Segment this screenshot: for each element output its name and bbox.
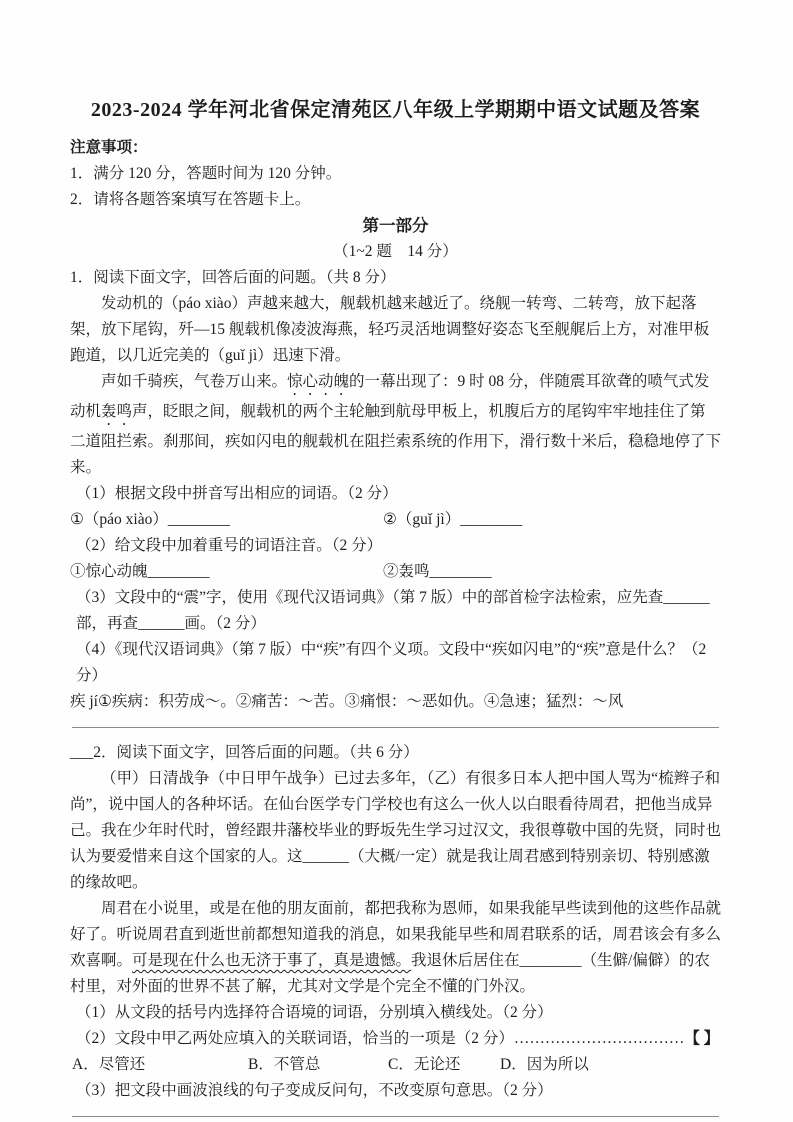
- leader-dots: ……………………………: [513, 1030, 685, 1047]
- question-2-passage-paragraph-1: （甲）日清战争（中日甲午战争）已过去多年，（乙）有很多日本人把中国人骂为“梳辫子和尚”，说中国人的各种坏话。在仙台医学专门学校也有这么一伙人以白眼看待周君，把他当成异己。我在少年时代时，曾经跟井藩校毕业的野坂先生学习过汉文，我很尊敬中国的先贤，同时也认为要爱惜来自这个国家的人。这______（大概/一定）就是我让周君感到特别亲切、特别感激的缘故吧。: [70, 770, 722, 891]
- zhuyin-blank-item: ①惊心动魄________: [70, 563, 210, 580]
- emphasized-word: 惊心动魄: [287, 373, 350, 390]
- question-1-sub-4: （4）《现代汉语词典》（第 7 版）中“疾”有四个义项。文段中“疾如闪电”的“疾”意是什么？（2 分）: [76, 641, 707, 684]
- question-1-sub-2-answer-row: [70, 559, 721, 585]
- question-1-passage-paragraph-1: 发动机的（páo xiào）声越来越大，舰载机越来越近了。绕舰一转弯、二转弯，放下起落架，放下尾钩，歼—15 舰载机像凌波海燕，轻巧灵活地调整好姿态飞至舰艉后上方，对准甲板跑道，以几近完美的（guǐ jì）迅速下滑。: [70, 295, 710, 364]
- question-1-sub-1-answer-row: [70, 507, 721, 533]
- wavy-underlined-sentence: 可是现在什么也无济于事了，真是遗憾。: [132, 952, 412, 969]
- question-2-sub-3: （3）把文段中画波浪线的句子变成反问句，不改变原句意思。（2 分）: [76, 1082, 553, 1099]
- option-d: D．因为所以: [500, 1056, 589, 1073]
- question-2-sub-1: （1）从文段的括号内选择符合语境的词语，分别填入横线处。（2 分）: [76, 1004, 553, 1021]
- question-2-passage-paragraph-2: [70, 896, 721, 1000]
- question-1-stem: 1．阅读下面文字，回答后面的问题。（共 8 分）: [70, 269, 396, 286]
- pinyin-blank-item: ①（páo xiào）________: [70, 511, 230, 528]
- option-b: B．不管总: [248, 1056, 321, 1073]
- passage-text: 声如千骑疾，气卷万山来。: [101, 373, 288, 390]
- page-title: 2023-2024 学年河北省保定清苑区八年级上学期期中语文试题及答案: [90, 99, 701, 121]
- question-2-sub-2: [70, 1026, 721, 1052]
- question-1-sub-1: （1）根据文段中拼音写出相应的词语。（2 分）: [76, 485, 398, 502]
- emphasized-word: 轰鸣: [101, 403, 133, 420]
- question-2-stem: ___2．阅读下面文字，回答后面的问题。（共 6 分）: [70, 744, 419, 761]
- question-1-passage-paragraph-2: [70, 369, 721, 481]
- pinyin-blank-item: ②（guǐ jì）________: [383, 511, 523, 528]
- sub-question-text: （2）文段中甲乙两处应填入的关联词语，恰当的一项是（2 分）: [76, 1030, 514, 1047]
- answer-bracket: 【 】: [684, 1030, 720, 1047]
- question-2-options-row: [70, 1052, 721, 1078]
- notice-heading: 注意事项：: [70, 139, 148, 156]
- question-1-sub-3: （3）文段中的“震”字，使用《现代汉语词典》（第 7 版）中的部首检字法检索，应先查______部，再查______画。（2 分）: [76, 589, 710, 632]
- section-subheading: （1~2 题 14 分）: [333, 243, 458, 260]
- passage-text: 周君在小说里，或是在他的朋友面前，都把我称为恩师，如果我能早些读到他的这些作品就好了。听说周君直到逝世前都想知道我的消息，如果我能早些和周君联系的话，周君该会有多么欢喜啊。: [70, 900, 722, 969]
- zhuyin-blank-item: ②轰鸣________: [383, 563, 492, 580]
- passage-text: 我退休后居住在________（生僻/偏僻）的农村里，对外面的世界不甚了解，尤其对文学是个完全不懂的门外汉。: [70, 952, 710, 995]
- question-1-sub-2: （2）给文段中加着重号的词语注音。（2 分）: [76, 537, 383, 554]
- option-c: C．无论还: [388, 1056, 461, 1073]
- section-heading: 第一部分: [362, 216, 429, 235]
- notice-item: 2．请将各题答案填写在答题卡上。: [70, 191, 311, 208]
- option-a: A．尽管还: [72, 1056, 146, 1073]
- passage-text: 声，眨眼之间，舰载机的两个主轮触到航母甲板上，机腹后方的尾钩牢牢地挂住了第二道阻拦索。刹那间，疾如闪电的舰载机在阻拦索系统的作用下，滑行数十米后，稳稳地停了下来。: [70, 403, 722, 476]
- notice-item: 1．满分 120 分，答题时间为 120 分钟。: [70, 165, 342, 182]
- separator-line: [72, 727, 719, 728]
- passage-text: 的一幕出现了：9 时 08 分，伴随震耳欲聋的喷气式发动机: [70, 373, 710, 420]
- separator-line: [72, 1116, 719, 1117]
- dictionary-entry: 疾 jí①疾病：积劳成～。②痛苦：～苦。③痛恨：～恶如仇。④急速；猛烈：～风: [70, 693, 624, 710]
